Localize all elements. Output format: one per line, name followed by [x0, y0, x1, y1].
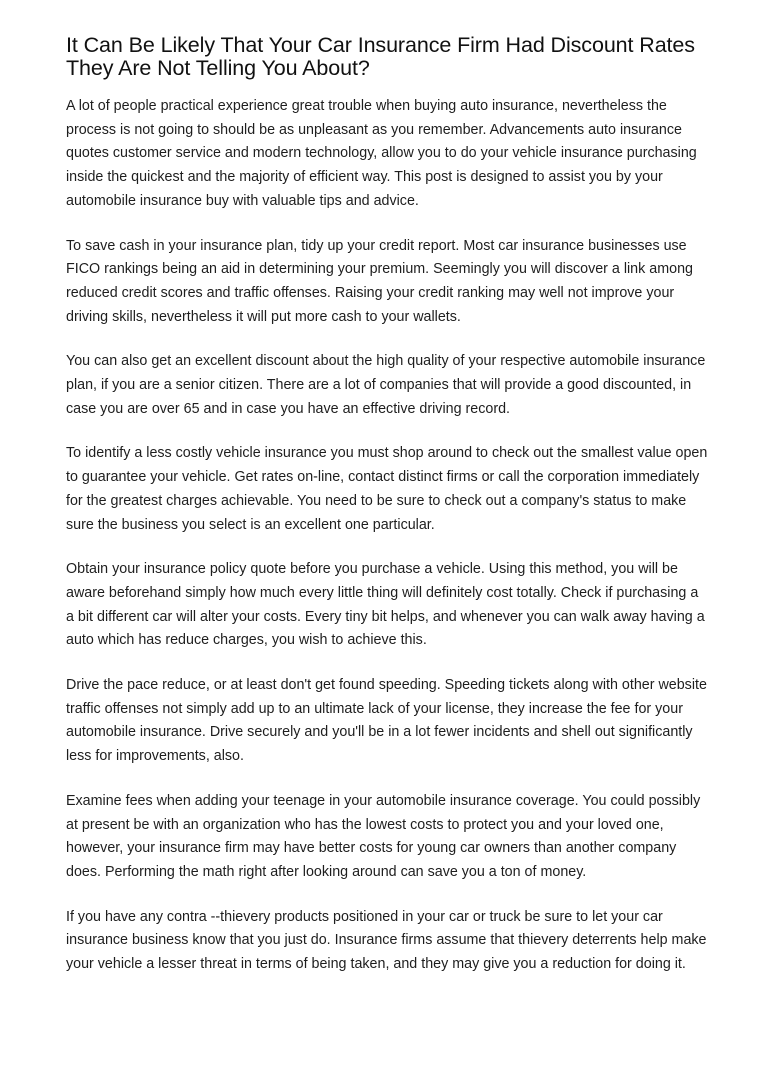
paragraph-2: To save cash in your insurance plan, tidy up your credit report. Most car insurance businesses use FICO rankings being an aid in determining your premium. Seemingly you will discover a link among reduced credit scores and traffic offenses. Raising your credit ranking may well not improve your driving skills, nevertheless it will put more cash to your wallets. — [66, 237, 693, 325]
page-title: It Can Be Likely That Your Car Insurance Firm Had Discount Rates They Are Not Telling You About? — [66, 33, 695, 80]
document-page — [66, 34, 710, 998]
paragraph-3: You can also get an excellent discount about the high quality of your respective automobile insurance plan, if you are a senior citizen. There are a lot of companies that will provide a good discounted, in case you are over 65 and in case you have an effective driving record. — [66, 353, 706, 417]
paragraph-7: Examine fees when adding your teenage in your automobile insurance coverage. You could possibly at present be with an organization who has the lowest costs to protect you and your loved one, however, your insurance firm may have better costs for young car owners than another company does. Performing the math right after looking around can save you a ton of money. — [66, 792, 701, 880]
paragraph-5: Obtain your insurance policy quote before you purchase a vehicle. Using this method, you will be aware beforehand simply how much every little thing will definitely cost totally. Check if purchasing a a bit different car will alter your costs. Every tiny bit helps, and whenever you can walk away having a auto which has reduce charges, you wish to achieve this. — [66, 561, 705, 649]
paragraph-4: To identify a less costly vehicle insurance you must shop around to check out the smallest value open to guarantee your vehicle. Get rates on-line, contact distinct firms or call the corporation immediately for the greatest charges achievable. You need to be sure to check out a company's status to make sure the business you select is an excellent one particular. — [66, 445, 708, 533]
paragraph-1: A lot of people practical experience great trouble when buying auto insurance, nevertheless the process is not going to should be as unpleasant as you remember. Advancements auto insurance quotes customer service and modern technology, allow you to do your vehicle insurance purchasing inside the quickest and the majority of efficient way. This post is designed to assist you by your automobile insurance buy with valuable tips and advice. — [66, 98, 697, 209]
paragraph-8: If you have any contra --thievery products positioned in your car or truck be sure to let your car insurance business know that you just do. Insurance firms assume that thievery deterrents help make your vehicle a lesser threat in terms of being taken, and they may give you a reduction for doing it. — [66, 908, 707, 973]
paragraph-6: Drive the pace reduce, or at least don't get found speeding. Speeding tickets along with other website traffic offenses not simply add up to an ultimate lack of your license, they increase the fee for your automobile insurance. Drive securely and you'll be in a lot fewer incidents and shell out significantly less for improvements, also. — [66, 677, 707, 765]
